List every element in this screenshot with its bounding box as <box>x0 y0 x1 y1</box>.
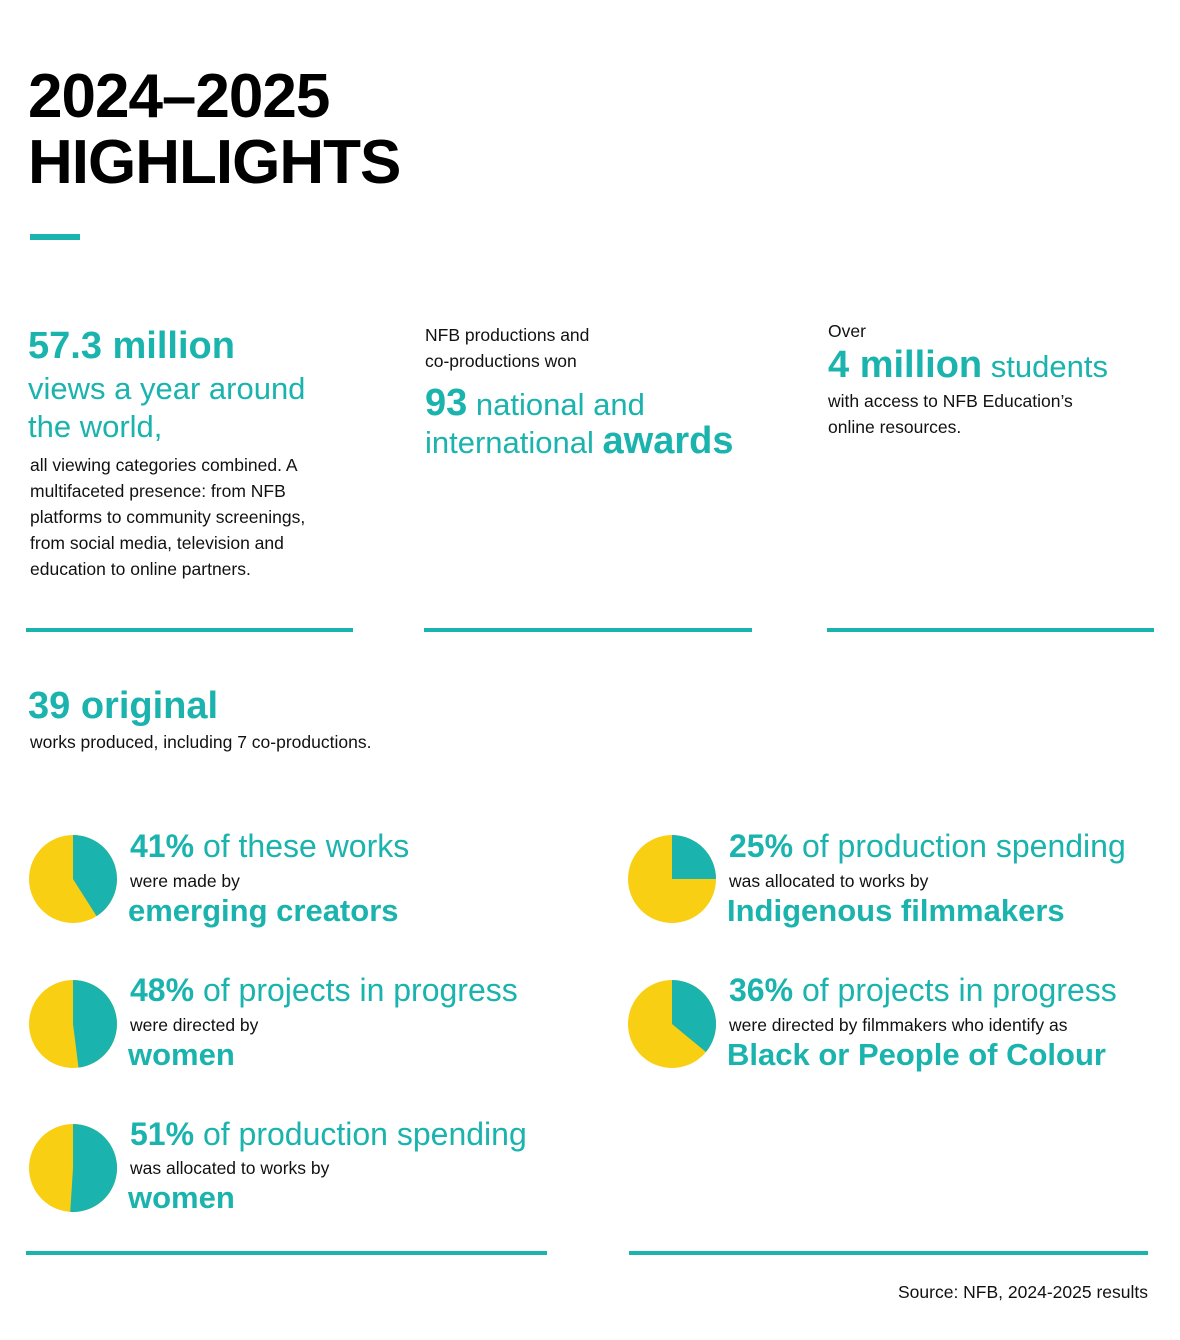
pie-title: of these works <box>202 828 410 864</box>
awards-line2 <box>425 422 734 462</box>
awards-line2-pre: international <box>425 425 594 460</box>
pie-subtitle: was allocated to works by <box>130 1158 330 1178</box>
pie-emphasis: Black or People of Colour <box>727 1037 1106 1072</box>
awards-line1 <box>425 384 645 424</box>
pie-headline <box>130 1116 527 1152</box>
pie-title: of projects in progress <box>801 972 1117 1008</box>
pie-emphasis: women <box>128 1037 235 1072</box>
divider-rule <box>26 1251 547 1255</box>
source-note: Source: NFB, 2024-2025 results <box>898 1282 1148 1302</box>
awards-line2-bold: awards <box>602 420 734 462</box>
views-desc-line: all viewing categories combined. A <box>30 455 298 475</box>
pie-headline <box>130 828 409 864</box>
pie-headline <box>729 972 1117 1008</box>
pie-slice-highlight <box>70 1124 117 1212</box>
awards-intro-line2: co-productions won <box>425 351 577 371</box>
pie-percentage: 25% <box>729 828 794 864</box>
pie-emphasis: Indigenous filmmakers <box>727 893 1065 928</box>
pie-chart-women-directed <box>28 979 118 1069</box>
students-headline <box>828 346 1108 386</box>
pie-subtitle: were directed by filmmakers who identify as <box>729 1015 1068 1035</box>
awards-line1-rest: national and <box>475 387 645 422</box>
awards-number: 93 <box>425 382 468 424</box>
views-desc-line: multifaceted presence: from NFB <box>30 481 286 501</box>
title-accent-bar <box>30 234 80 240</box>
students-desc-line2: online resources. <box>828 417 962 437</box>
pie-percentage: 36% <box>729 972 794 1008</box>
pie-subtitle: were made by <box>130 871 240 891</box>
awards-intro-line1: NFB productions and <box>425 325 590 345</box>
pie-title: of production spending <box>801 828 1126 864</box>
pie-subtitle: were directed by <box>130 1015 259 1035</box>
pie-headline <box>130 972 518 1008</box>
divider-rule <box>827 628 1154 632</box>
pie-chart-indigenous <box>627 834 717 924</box>
pie-percentage: 41% <box>130 828 195 864</box>
views-desc-line: platforms to community screenings, <box>30 507 306 527</box>
pie-emphasis: emerging creators <box>128 893 399 928</box>
students-desc-line1: with access to NFB Education’s <box>828 391 1073 411</box>
pie-slice-highlight <box>73 980 117 1068</box>
pie-emphasis: women <box>128 1180 235 1215</box>
students-word: students <box>990 349 1108 384</box>
original-number: 39 original <box>28 685 219 727</box>
pie-title: of production spending <box>202 1116 527 1152</box>
pie-subtitle: was allocated to works by <box>729 871 929 891</box>
original-description: works produced, including 7 co-productions. <box>30 732 372 752</box>
divider-rule <box>629 1251 1148 1255</box>
views-line2: the world, <box>28 409 163 444</box>
pie-chart-emerging-creators <box>28 834 118 924</box>
page-title-line1: 2024–2025 <box>28 62 330 131</box>
views-desc-line: education to online partners. <box>30 559 251 579</box>
pie-headline <box>729 828 1126 864</box>
views-description <box>30 452 305 582</box>
divider-rule <box>26 628 353 632</box>
students-intro: Over <box>828 321 866 341</box>
pie-chart-bipoc <box>627 979 717 1069</box>
divider-rule <box>424 628 752 632</box>
pie-slice-highlight <box>672 835 716 879</box>
views-line1: views a year around <box>28 371 306 406</box>
views-number: 57.3 million <box>28 325 235 367</box>
students-number: 4 million <box>828 344 983 386</box>
pie-chart-women-spending <box>28 1123 118 1213</box>
pie-percentage: 48% <box>130 972 195 1008</box>
pie-title: of projects in progress <box>202 972 518 1008</box>
page-title-line2: HIGHLIGHTS <box>28 128 401 197</box>
pie-percentage: 51% <box>130 1116 195 1152</box>
views-desc-line: from social media, television and <box>30 533 284 553</box>
